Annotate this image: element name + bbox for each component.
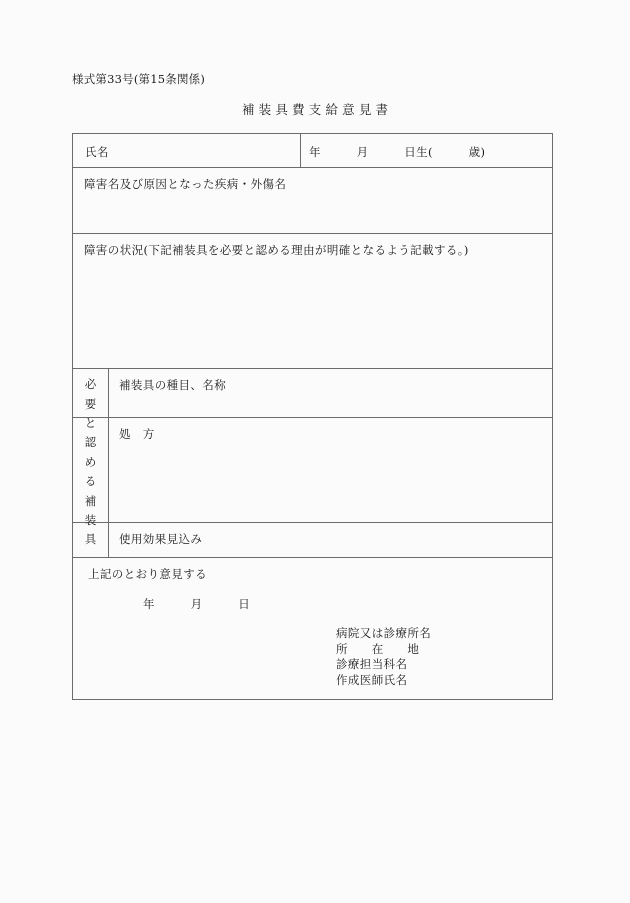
field-label-name: 氏名 xyxy=(85,145,109,159)
form-number: 様式第33号(第15条関係) xyxy=(72,72,206,86)
vertical-label-char: る xyxy=(84,474,97,489)
vertical-label-stack xyxy=(73,368,108,557)
divider-effect-bottom xyxy=(73,557,552,558)
divider-row3-bottom xyxy=(73,368,552,369)
statement-text: 上記のとおり意見する xyxy=(88,567,207,581)
statement-date-line: 年 月 日 xyxy=(143,597,251,611)
vertical-label-char: 認 xyxy=(84,435,97,450)
form-table xyxy=(72,133,553,700)
vertical-label-char: め xyxy=(84,454,97,469)
signature-block xyxy=(336,626,431,688)
divider-prescription-bottom xyxy=(73,522,552,523)
vertical-label-char: 具 xyxy=(84,532,97,547)
page-title: 補装具費支給意見書 xyxy=(241,102,393,117)
field-label-disability-status: 障害の状況(下記補装具を必要と認める理由が明確となるよう記載する。) xyxy=(84,243,469,257)
divider-device-type-bottom xyxy=(73,417,552,418)
field-label-effect: 使用効果見込み xyxy=(119,532,203,546)
vertical-label-char: 装 xyxy=(84,513,97,528)
vertical-label-char: 必 xyxy=(84,377,97,392)
field-label-device-type: 補装具の種目、名称 xyxy=(119,378,227,392)
field-label-birthdate: 年 月 日生( 歳) xyxy=(309,145,486,159)
divider-vertical-label xyxy=(108,368,109,557)
signature-field-department: 診療担当科名 xyxy=(336,657,408,671)
field-label-prescription: 処 方 xyxy=(119,427,155,441)
field-label-disability-name: 障害名及び原因となった疾病・外傷名 xyxy=(84,177,287,191)
divider-name-birth xyxy=(300,134,301,167)
signature-field-hospital: 病院又は診療所名 xyxy=(336,626,432,640)
signature-field-address: 所 在 地 xyxy=(336,641,420,656)
signature-field-doctor: 作成医師氏名 xyxy=(336,672,408,687)
divider-row1-bottom xyxy=(73,167,552,168)
vertical-label-column xyxy=(73,368,108,557)
vertical-label-char: 補 xyxy=(84,493,97,508)
divider-row2-bottom xyxy=(73,233,552,234)
vertical-label-char: 要 xyxy=(84,396,97,411)
vertical-label-char: と xyxy=(84,415,97,430)
